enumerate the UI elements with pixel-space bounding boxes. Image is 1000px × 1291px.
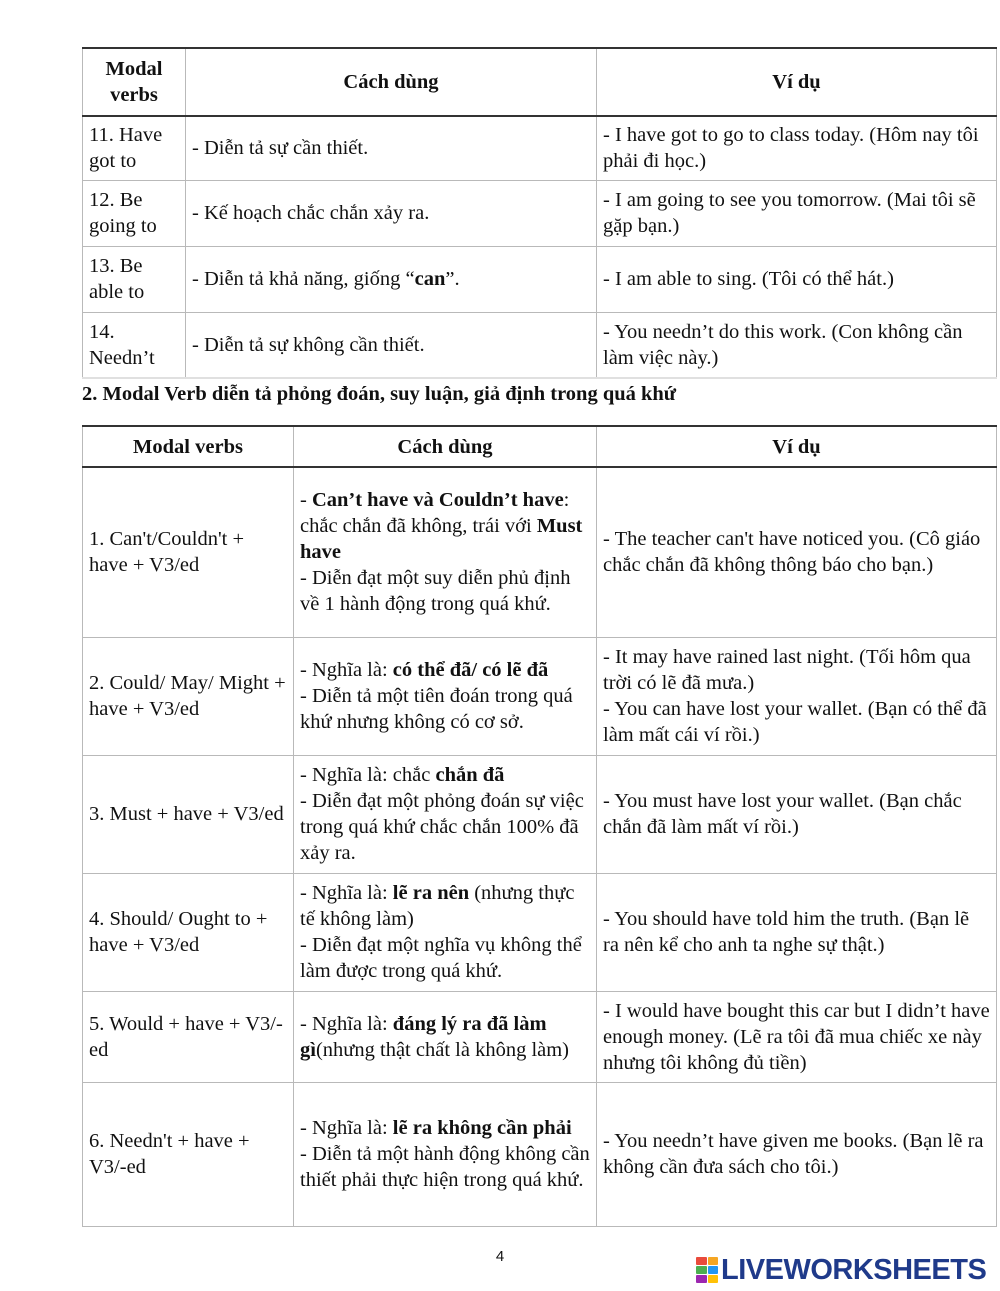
example-cell: - You should have told him the truth. (Bạn lẽ ra nên kể cho anh ta nghe sự thật.) xyxy=(597,873,997,991)
header-example: Ví dụ xyxy=(597,426,997,467)
logo-text: LIVEWORKSHEETS xyxy=(721,1253,987,1286)
header-example: Ví dụ xyxy=(597,48,997,116)
header-modal-verbs: Modal verbs xyxy=(83,48,186,116)
modal-verbs-table-2 xyxy=(82,425,997,1227)
example-cell: - It may have rained last night. (Tối hôm qua trời có lẽ đã mưa.) - You can have lost your wallet. (Bạn có thể đã làm mất cái ví rồi.) xyxy=(597,637,997,755)
example-cell: - You needn’t do this work. (Con không cần làm việc này.) xyxy=(597,312,997,378)
usage-cell: - Diễn tả khả năng, giống “can”. xyxy=(186,246,597,312)
section-title: 2. Modal Verb diễn tả phỏng đoán, suy luận, giả định trong quá khứ xyxy=(82,383,677,405)
example-cell: - I would have bought this car but I didn’t have enough money. (Lẽ ra tôi đã mua chiếc xe này nhưng tôi không đủ tiền) xyxy=(597,991,997,1082)
modal-cell: 6. Needn't + have + V3/-ed xyxy=(83,1082,294,1226)
modal-cell: 2. Could/ May/ Might + have + V3/ed xyxy=(83,637,294,755)
table-row xyxy=(83,1082,997,1226)
modal-verbs-table-1 xyxy=(82,47,997,379)
header-modal-verbs: Modal verbs xyxy=(83,426,294,467)
modal-cell: 11. Have got to xyxy=(83,116,186,180)
header-usage: Cách dùng xyxy=(186,48,597,116)
modal-cell: 3. Must + have + V3/ed xyxy=(83,755,294,873)
example-cell: - You must have lost your wallet. (Bạn chắc chắn đã làm mất ví rồi.) xyxy=(597,755,997,873)
table-row xyxy=(83,755,997,873)
logo-blocks-icon xyxy=(696,1257,718,1283)
modal-cell: 14. Needn’t xyxy=(83,312,186,378)
example-cell: - I am able to sing. (Tôi có thể hát.) xyxy=(597,246,997,312)
usage-cell: - Kế hoạch chắc chắn xảy ra. xyxy=(186,180,597,246)
example-cell: - You needn’t have given me books. (Bạn lẽ ra không cần đưa sách cho tôi.) xyxy=(597,1082,997,1226)
example-cell: - I have got to go to class today. (Hôm nay tôi phải đi học.) xyxy=(597,116,997,180)
table-row xyxy=(83,873,997,991)
usage-cell: - Diễn tả sự cần thiết. xyxy=(186,116,597,180)
usage-cell: - Nghĩa là: đáng lý ra đã làm gì(nhưng thật chất là không làm) xyxy=(294,991,597,1082)
usage-cell: - Diễn tả sự không cần thiết. xyxy=(186,312,597,378)
modal-cell: 1. Can't/Couldn't + have + V3/ed xyxy=(83,467,294,637)
usage-cell: - Nghĩa là: lẽ ra nên (nhưng thực tế không làm) - Diễn đạt một nghĩa vụ không thể làm được trong quá khứ. xyxy=(294,873,597,991)
liveworksheets-logo[interactable] xyxy=(696,1254,986,1286)
table-row xyxy=(83,246,997,312)
table-row xyxy=(83,637,997,755)
page-number: 4 xyxy=(495,1248,505,1265)
usage-cell: - Nghĩa là: chắc chắn đã - Diễn đạt một phỏng đoán sự việc trong quá khứ chắc chắn 100% đã xảy ra. xyxy=(294,755,597,873)
modal-cell: 12. Be going to xyxy=(83,180,186,246)
modal-cell: 13. Be able to xyxy=(83,246,186,312)
example-cell: - The teacher can't have noticed you. (Cô giáo chắc chắn đã không thông báo cho bạn.) xyxy=(597,467,997,637)
modal-cell: 4. Should/ Ought to + have + V3/ed xyxy=(83,873,294,991)
modal-cell: 5. Would + have + V3/-ed xyxy=(83,991,294,1082)
table-row xyxy=(83,180,997,246)
example-cell: - I am going to see you tomorrow. (Mai tôi sẽ gặp bạn.) xyxy=(597,180,997,246)
header-usage: Cách dùng xyxy=(294,426,597,467)
table-row xyxy=(83,312,997,378)
table-row xyxy=(83,991,997,1082)
table-row xyxy=(83,467,997,637)
usage-cell: - Nghĩa là: lẽ ra không cần phải - Diễn tả một hành động không cần thiết phải thực hiện trong quá khứ. xyxy=(294,1082,597,1226)
table-row xyxy=(83,116,997,180)
usage-cell: - Can’t have và Couldn’t have: chắc chắn đã không, trái với Must have - Diễn đạt một suy diễn phủ định về 1 hành động trong quá khứ. xyxy=(294,467,597,637)
usage-cell: - Nghĩa là: có thể đã/ có lẽ đã - Diễn tả một tiên đoán trong quá khứ nhưng không có cơ sở. xyxy=(294,637,597,755)
